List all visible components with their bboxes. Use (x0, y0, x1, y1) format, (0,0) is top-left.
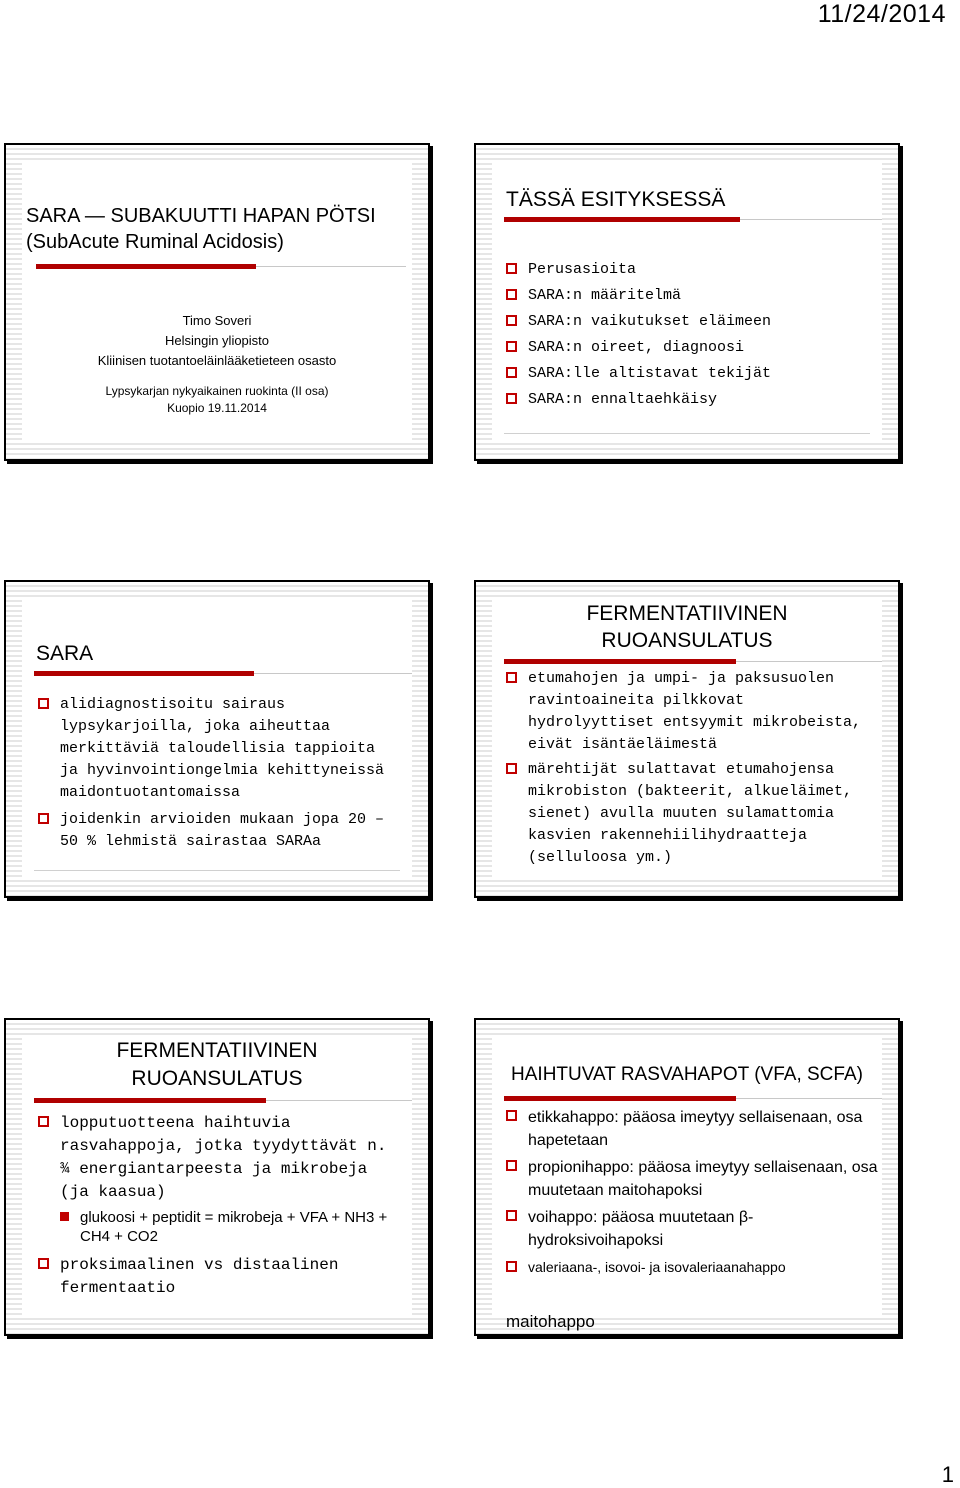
list-item: joidenkin arvioiden mukaan jopa 20 – 50 % lehmistä sairastaa SARAa (38, 809, 400, 853)
bullet-box-icon (506, 315, 517, 326)
bullet-box-icon (506, 672, 517, 683)
bullet-box-icon (506, 1261, 517, 1272)
course-block (22, 383, 412, 417)
bullet-box-icon (506, 289, 517, 300)
course-name: Lypsykarjan nykyaikainen ruokinta (II osa) (105, 384, 329, 398)
list-item: proksimaalinen vs distaalinen fermentaatio (38, 1254, 378, 1300)
title-underline (504, 1096, 736, 1101)
bullet-box-icon (506, 393, 517, 404)
bullet-list-2 (38, 1254, 378, 1300)
list-item: etikkahappo: pääosa imeytyy sellaisenaan, osa hapetetaan (506, 1106, 880, 1152)
title-underline (34, 671, 254, 676)
place-date: Kuopio 19.11.2014 (167, 401, 267, 415)
slide-5 (4, 1018, 430, 1336)
bullet-list (38, 1112, 394, 1204)
title-underline (504, 659, 736, 664)
bullet-box-icon (506, 1210, 517, 1221)
list-item: märehtijät sulattavat etumahojensa mikrobiston (bakteerit, alkueläimet, sienet) avulla muuten sulamattomia kasvien rakennehiilihydraatteja (selluloosa ym.) (506, 759, 872, 869)
slide-4 (474, 580, 900, 898)
bullet-box-icon (38, 698, 49, 709)
title-rule (736, 661, 882, 662)
slide-title: TÄSSÄ ESITYKSESSÄ (506, 188, 726, 211)
author-block (22, 311, 412, 371)
title-line-1: FERMENTATIIVINEN (586, 602, 788, 625)
slide-2 (474, 143, 900, 461)
bullet-box-icon (506, 367, 517, 378)
title-underline (504, 217, 740, 222)
title-line-2: (SubAcute Ruminal Acidosis) (26, 231, 284, 253)
list-item: etumahojen ja umpi- ja paksusuolen ravintoaineita pilkkovat hydrolyyttiset entsyymit mikrobeista, eivät isäntäeläimestä (506, 668, 872, 756)
author-name: Timo Soveri (182, 313, 252, 328)
slide-title: HAIHTUVAT RASVAHAPOT (VFA, SCFA) (511, 1064, 863, 1085)
slide-title (492, 600, 882, 654)
bullet-list (506, 668, 872, 869)
footer-rule (34, 870, 400, 871)
slide-6 (474, 1018, 900, 1336)
title-line-1: SARA — SUBAKUUTTI HAPAN PÖTSI (26, 205, 376, 227)
slide-1 (4, 143, 430, 461)
title-line-1: FERMENTATIIVINEN (116, 1039, 318, 1062)
list-item: alidiagnostisoitu sairaus lypsykarjoilla, joka aiheuttaa merkittäviä taloudellisia tappioita ja hyvinvointiongelmia kehittyneissä maidontuotantomaissa (38, 694, 400, 804)
slide-3 (4, 580, 430, 898)
bullet-box-icon (38, 1258, 49, 1269)
bullet-box-icon (506, 341, 517, 352)
list-item: SARA:n oireet, diagnoosi (506, 335, 771, 361)
title-rule (256, 266, 406, 267)
affiliation: Helsingin yliopisto (164, 333, 270, 348)
title-rule (266, 1100, 412, 1101)
list-item: SARA:n ennaltaehkäisy (506, 387, 771, 413)
bullet-box-icon (506, 263, 517, 274)
slide-title: SARA (36, 642, 94, 665)
title-rule (740, 219, 882, 220)
bullet-box-icon (38, 813, 49, 824)
sub-list-item: glukoosi + peptidit = mikrobeja + VFA + NH3 + CH4 + CO2 (38, 1208, 400, 1246)
list-item: lopputuotteena haihtuvia rasvahappoja, jotka tyydyttävät n. ¾ energiantarpeesta ja mikrobeja (ja kaasua) (38, 1112, 394, 1204)
title-underline (36, 264, 256, 269)
list-item: SARA:n määritelmä (506, 283, 771, 309)
list-item: SARA:lle altistavat tekijät (506, 361, 771, 387)
list-item: SARA:n vaikutukset eläimeen (506, 309, 771, 335)
footer-text: maitohappo (506, 1312, 595, 1331)
bullet-box-icon (506, 1110, 517, 1121)
page-number: 1 (941, 1462, 954, 1487)
bullet-box-icon (506, 763, 517, 774)
title-rule (254, 673, 412, 674)
square-bullet-icon (60, 1212, 69, 1221)
title-underline (34, 1098, 266, 1103)
list-item: propionihappo: pääosa imeytyy sellaisenaan, osa muutetaan maitohapoksi (506, 1156, 880, 1202)
title-rule (736, 1098, 882, 1099)
slide-title (26, 203, 376, 255)
list-item: Perusasioita (506, 257, 771, 283)
footer-rule (504, 433, 870, 434)
bullet-box-icon (506, 1160, 517, 1171)
list-item: voihappo: pääosa muutetaan β-hydroksivoihapoksi (506, 1206, 880, 1252)
list-item: valeriaana-, isovoi- ja isovaleriaanahappo (506, 1256, 880, 1279)
bullet-list (506, 257, 771, 413)
slide-title (22, 1037, 412, 1093)
bullet-box-icon (38, 1116, 49, 1127)
title-line-2: RUOANSULATUS (601, 629, 773, 652)
bullet-list (506, 1106, 880, 1279)
page-date: 11/24/2014 (817, 0, 946, 28)
title-line-2: RUOANSULATUS (131, 1067, 303, 1090)
bullet-list (38, 694, 400, 853)
department: Kliinisen tuotantoeläinlääketieteen osasto (97, 353, 337, 368)
